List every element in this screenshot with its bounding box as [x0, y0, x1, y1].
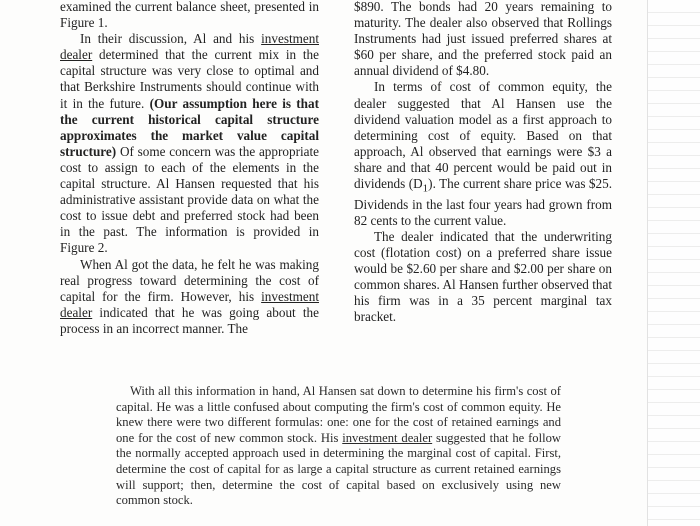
- investment-dealer-link[interactable]: investment dealer: [60, 288, 319, 320]
- left-paragraph-1: In their discussion, Al and his investment dealer determined that the current mix in the capital structure was very close to optimal and that Berkshire Instruments should continue with it in the future. (Our assumption here is that the current historical capital structure approximates the market value capital structure) Of some concern was the appropriate cost to assign to each of the elements in the capital structure. Al Hansen requested that his administrative assistant provide data on what the cost to issue debt and preferred stock had been in the past. The information is provided in Figure 2.: [60, 31, 319, 256]
- right-paragraph-2: The dealer indicated that the underwriting cost (flotation cost) on a preferred share issue would be $2.60 per share and $2.00 per share on common shares. Al Hansen further observed that his firm was in a 35 percent marginal tax bracket.: [354, 228, 612, 325]
- scan-margin: [648, 0, 700, 526]
- left-paragraph-0: examined the current balance sheet, presented in Figure 1.: [60, 0, 319, 31]
- right-column: [354, 0, 612, 326]
- left-paragraph-2: When Al got the data, he felt he was making real progress toward determining the cost of capital for the firm. However, his investment dealer indicated that he was going about the process in an incorrect manner. The: [60, 256, 319, 336]
- investment-dealer-link[interactable]: investment dealer: [60, 31, 319, 63]
- left-column: [60, 0, 319, 337]
- right-paragraph-1: In terms of cost of common equity, the dealer suggested that Al Hansen use the dividend valuation model as a first approach to determining cost of equity. Based on that approach, Al observed that earnings were $3 a share and that 40 percent would be paid out in dividends $(D_1)$. The current share price was $25. Dividends in the last four years had grown from 82 cents to the current value.: [354, 79, 613, 228]
- bottom-paragraph-block: [116, 384, 561, 509]
- bottom-paragraph: With all this information in hand, Al Hansen sat down to determine his firm's cost of capital. He was a little confused about computing the firm's cost of common equity. He knew there were two different formulas: one: one for the cost of retained earnings and one for the cost of new common stock. His investment dealer suggested that he follow the normally accepted approach used in determining the marginal cost of capital. First, determine the cost of capital for as large a capital structure as current retained earnings will support; then, determine the cost of capital based on exclusively using new common stock.: [116, 384, 561, 508]
- investment-dealer-link[interactable]: investment dealer: [342, 430, 433, 445]
- right-paragraph-0: $890. The bonds had 20 years remaining to maturity. The dealer also observed that Rollings Instruments had just issued preferred shares at $60 per share, and the preferred stock paid an annual dividend of $4.80.: [354, 0, 612, 79]
- assumption-note: (Our assumption here is that the current historical capital structure approximates the market value capital structure): [60, 95, 319, 159]
